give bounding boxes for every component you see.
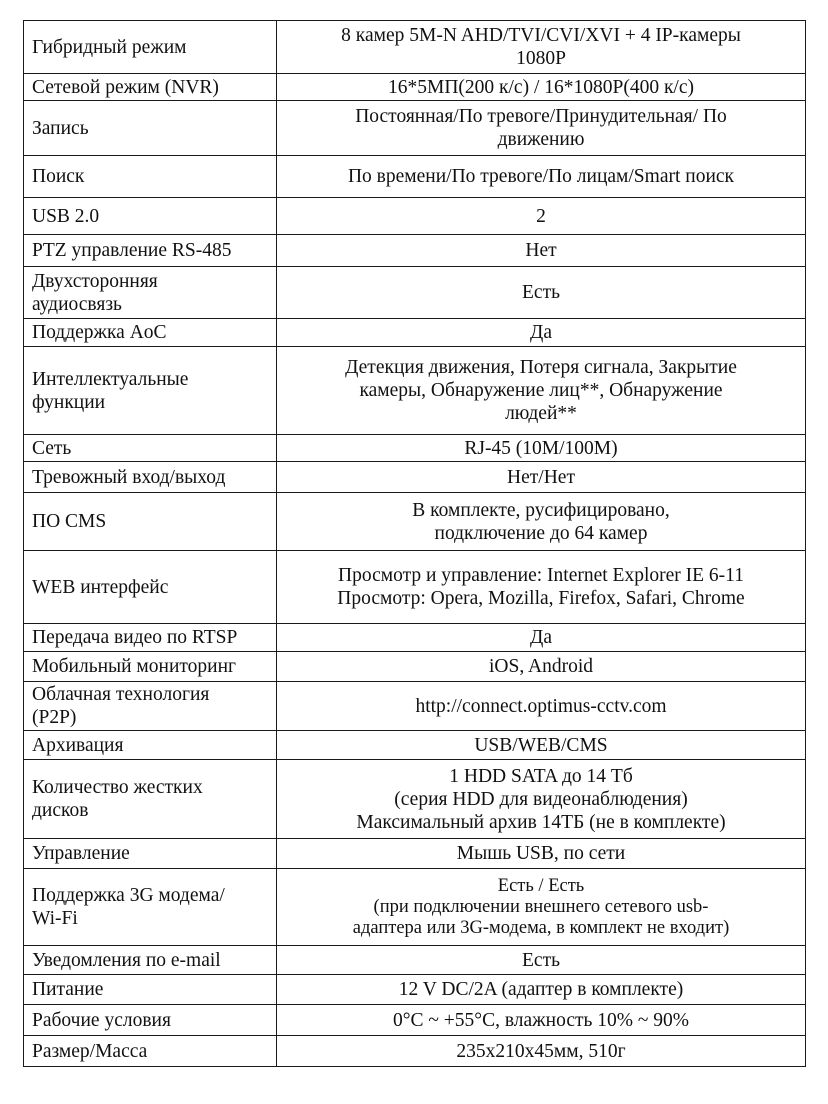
spec-value [277,101,806,156]
table-row [24,869,806,946]
spec-value-line: Детекция движения, Потеря сигнала, Закрытие [345,357,737,378]
spec-value [277,946,806,975]
spec-key-line: USB 2.0 [32,205,100,227]
spec-value [277,156,806,198]
spec-value [277,652,806,682]
spec-key [24,1036,277,1067]
table-row [24,652,806,682]
spec-key-line: Размер/Масса [32,1040,148,1062]
spec-key [24,235,277,267]
spec-key-line: Wi-Fi [32,908,78,929]
spec-key [24,267,277,319]
spec-key [24,493,277,551]
spec-value-line: Есть [522,282,560,303]
spec-table-body [24,21,806,1067]
spec-key [24,462,277,493]
spec-key-line: Архивация [32,734,124,756]
table-row [24,235,806,267]
spec-key-line: ПО CMS [32,511,107,532]
spec-key [24,101,277,156]
spec-value [277,74,806,101]
table-row [24,156,806,198]
table-row [24,267,806,319]
table-row [24,493,806,551]
spec-key-line: функции [32,391,106,413]
spec-value-line: В комплекте, русифицировано, [412,499,670,521]
spec-key-line: Питание [32,979,104,1000]
spec-value-line: Мышь USB, по сети [456,843,626,864]
spec-key [24,946,277,975]
spec-key-line: Поиск [32,166,85,187]
table-row [24,839,806,869]
spec-key-line: Поддержка AoC [32,322,167,343]
spec-value-line: Максимальный архив 14ТБ (не в комплекте) [356,811,726,833]
table-row [24,760,806,839]
table-row [24,319,806,347]
spec-key-line: Сеть [32,437,72,459]
spec-key [24,682,277,731]
spec-value-line: USB/WEB/CMS [474,734,608,756]
spec-value [277,551,806,624]
spec-key-line: Тревожный вход/выход [32,466,226,488]
spec-key-line: Управление [32,843,130,864]
table-row [24,1005,806,1036]
spec-value [277,493,806,551]
spec-key-line: Передача видео по RTSP [32,627,238,648]
spec-value-line: адаптера или 3G-модема, в комплект не входит) [352,917,730,938]
table-row [24,946,806,975]
table-row [24,101,806,156]
spec-key-line: аудиосвязь [32,293,122,315]
spec-value-line: Нет [525,240,557,261]
spec-key [24,156,277,198]
table-row [24,551,806,624]
spec-key-line: Интеллектуальные [32,368,189,390]
spec-value-line: Просмотр и управление: Internet Explorer IE 6-11 [338,565,744,586]
spec-value [277,198,806,235]
spec-key [24,21,277,74]
spec-value-line: Да [530,322,552,343]
spec-value-line: http://connect.optimus-cctv.com [415,695,667,717]
spec-key [24,652,277,682]
spec-key [24,435,277,462]
table-row [24,347,806,435]
spec-value-line: 2 [536,205,546,227]
table-row [24,731,806,760]
spec-key [24,731,277,760]
spec-value-line: RJ-45 (10M/100M) [464,437,618,459]
spec-key [24,839,277,869]
spec-value-line: 8 камер 5М-N AHD/TVI/CVI/XVI + 4 IP-камеры [341,25,741,46]
spec-key [24,319,277,347]
table-row [24,682,806,731]
spec-key-line: Двухсторонняя [32,270,158,292]
spec-key [24,347,277,435]
spec-value-line: iOS, Android [488,656,593,677]
spec-key-line: Гибридный режим [32,36,187,58]
spec-value-line: движению [497,129,585,150]
table-row [24,198,806,235]
spec-value-line: Просмотр: Opera, Mozilla, Firefox, Safari, Chrome [337,588,745,609]
spec-value [277,267,806,319]
spec-key [24,198,277,235]
spec-key [24,1005,277,1036]
spec-value [277,435,806,462]
table-row [24,74,806,101]
spec-value [277,624,806,652]
spec-key [24,74,277,101]
spec-key-line: Мобильный мониторинг [32,656,237,677]
spec-value-line: 1080P [516,48,566,69]
spec-value-line: 235x210x45мм, 510г [456,1040,626,1062]
spec-value [277,235,806,267]
spec-value-line: людей** [505,403,577,424]
spec-value-line: Да [530,627,552,648]
spec-key [24,760,277,839]
spec-value [277,869,806,946]
table-row [24,462,806,493]
spec-value [277,319,806,347]
spec-value-line: (при подключении внешнего сетевого usb- [373,896,709,917]
spec-value-line: Есть / Есть [497,875,585,896]
table-row [24,624,806,652]
spec-value-line: 1 HDD SATA до 14 Тб [449,765,633,787]
spec-key-line: (P2P) [32,707,77,728]
spec-value-line: 16*5МП(200 к/с) / 16*1080P(400 к/с) [387,76,694,98]
spec-value-line: Нет/Нет [507,466,575,488]
spec-key-line: WEB интерфейс [32,576,169,598]
spec-value-line: 0°C ~ +55°C, влажность 10% ~ 90% [392,1009,690,1031]
spec-key [24,624,277,652]
spec-key [24,975,277,1005]
spec-value [277,1036,806,1067]
spec-key [24,869,277,946]
spec-key-line: PTZ управление RS-485 [32,240,232,261]
spec-value-line: подключение до 64 камер [434,522,648,544]
spec-value [277,462,806,493]
spec-value [277,975,806,1005]
spec-value [277,1005,806,1036]
spec-key-line: Поддержка 3G модема/ [32,885,225,906]
spec-value [277,731,806,760]
spec-value-line: (серия HDD для видеонаблюдения) [394,788,688,810]
spec-value [277,839,806,869]
spec-value-line: Постоянная/По тревоге/Принудительная/ По [355,106,727,127]
table-row [24,21,806,74]
spec-value [277,682,806,731]
spec-value [277,347,806,435]
spec-key-line: дисков [32,800,89,821]
spec-key-line: Облачная технология [32,684,210,705]
spec-table [23,20,806,1067]
table-row [24,1036,806,1067]
spec-key [24,551,277,624]
spec-key-line: Сетевой режим (NVR) [32,76,219,98]
spec-value [277,21,806,74]
spec-value [277,760,806,839]
spec-value-line: По времени/По тревоге/По лицам/Smart поиск [347,166,735,187]
table-row [24,975,806,1005]
table-row [24,435,806,462]
spec-value-line: Есть [522,949,560,971]
spec-key-line: Уведомления по e-mail [32,949,221,971]
spec-key-line: Запись [32,117,89,139]
spec-key-line: Количество жестких [32,777,203,798]
spec-value-line: 12 V DC/2A (адаптер в комплекте) [398,979,684,1000]
spec-key-line: Рабочие условия [32,1009,171,1031]
spec-value-line: камеры, Обнаружение лиц**, Обнаружение [359,380,723,401]
